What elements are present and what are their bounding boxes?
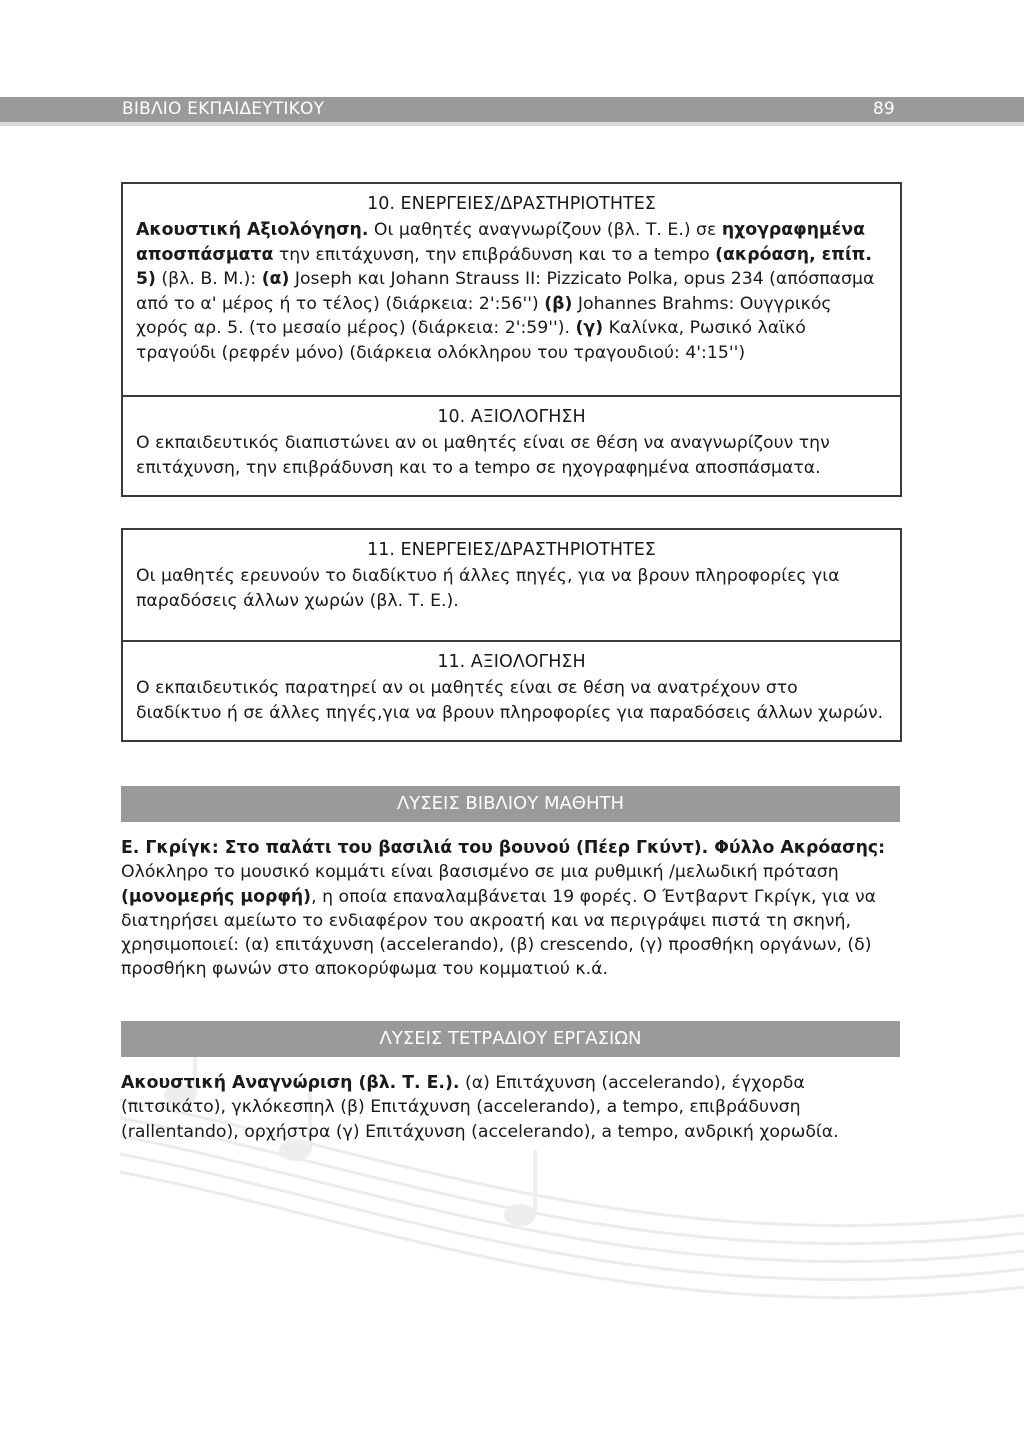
section-body: Ο εκπαιδευτικός διαπιστώνει αν οι μαθητές είναι σε θέση να αναγνωρίζουν την επιτάχυνση, την επιβράδυνση και το a tempo σε ηχογραφημένα αποσπάσματα. [136, 433, 830, 478]
section-title: 10. ΑΞΙΟΛΟΓΗΣΗ [437, 407, 586, 427]
section-title: 11. ΑΞΙΟΛΟΓΗΣΗ [437, 652, 586, 672]
running-header [0, 97, 1024, 122]
student-book-solutions-banner: ΛΥΣΕΙΣ ΒΙΒΛΙΟΥ ΜΑΘΗΤΗ [121, 786, 900, 822]
header-rule [0, 122, 1024, 126]
section-title: 10. ΕΝΕΡΓΕΙΕΣ/ΔΡΑΣΤΗΡΙΟΤΗΤΕΣ [367, 194, 656, 214]
section-body: Ο εκπαιδευτικός παρατηρεί αν οι μαθητές είναι σε θέση να ανατρέχουν στο διαδίκτυο ή σε άλλες πηγές,για να βρουν πληροφορίες για παραδόσεις άλλων χωρών. [136, 678, 884, 723]
page-number: 89 [873, 99, 895, 119]
section-body: Ακουστική Αξιολόγηση. Οι μαθητές αναγνωρίζουν (βλ. Τ. Ε.) σε ηχογραφημένα αποσπάσματα την επιτάχυνση, την επιβράδυνση και το a tempo (ακρόαση, επίπ. 5) (βλ. Β. Μ.): (α) Joseph και Johann Strauss II: Pizzicato Polka, opus 234 (απόσπασμα από το α' μέρος ή το τέλος) (διάρκεια: 2':56'') (β) Johannes Brahms: Ουγγρικός χορός αρ. 5. (το μεσαίο μέρος) (διάρκεια: 2':59''). (γ) Καλίνκα, Ρωσικό λαϊκό τραγούδι (ρεφρέν μόνο) (διάρκεια ολόκληρου του τραγουδιού: 4':15'') [136, 220, 875, 363]
workbook-solutions-text: Ακουστική Αναγνώριση (βλ. Τ. Ε.). (α) Επιτάχυνση (accelerando), έγχορδα (πιτσικάτο), γκλόκεσπηλ (β) Επιτάχυνση (accelerando), a tempo, επιβράδυνση (rallentando), ορχήστρα (γ) Επιτάχυνση (accelerando), a tempo, ανδρική χορωδία. [121, 1073, 839, 1142]
student-book-solutions-text: Ε. Γκρίγκ: Στο παλάτι του βασιλιά του βουνού (Πέερ Γκύντ). Φύλλο Ακρόασης: Ολόκληρο το μουσικό κομμάτι είναι βασισμένο σε μια ρυθμική /μελωδική πρόταση (μονομερής μορφή), η οποία επαναλαμβάνεται 19 φορές. Ο Έντβαρντ Γκρίγκ, για να διατηρήσει αμείωτο το ενδιαφέρον του ακροατή και να περιγράψει πιστά τη σκηνή, χρησιμοποιεί: (α) επιτάχυνση (accelerando), (β) crescendo, (γ) προσθήκη οργάνων, (δ) προσθήκη φωνών στο αποκορύφωμα του κομματιού κ.ά. [121, 838, 886, 980]
section-body: Οι μαθητές ερευνούν το διαδίκτυο ή άλλες πηγές, για να βρουν πληροφορίες για παραδόσεις άλλων χωρών (βλ. Τ. Ε.). [136, 566, 840, 611]
lesson-box-10 [121, 182, 902, 497]
activities-section-11 [123, 530, 900, 640]
workbook-solutions-banner: ΛΥΣΕΙΣ ΤΕΤΡΑΔΙΟΥ ΕΡΓΑΣΙΩΝ [121, 1021, 900, 1057]
book-title: ΒΙΒΛΙΟ ΕΚΠΑΙΔΕΥΤΙΚΟΥ [122, 99, 325, 119]
section-title: 11. ΕΝΕΡΓΕΙΕΣ/ΔΡΑΣΤΗΡΙΟΤΗΤΕΣ [367, 540, 656, 560]
lesson-box-11 [121, 528, 902, 742]
activities-section-10 [123, 184, 900, 395]
assessment-section-11 [123, 640, 900, 740]
assessment-section-10 [123, 395, 900, 495]
